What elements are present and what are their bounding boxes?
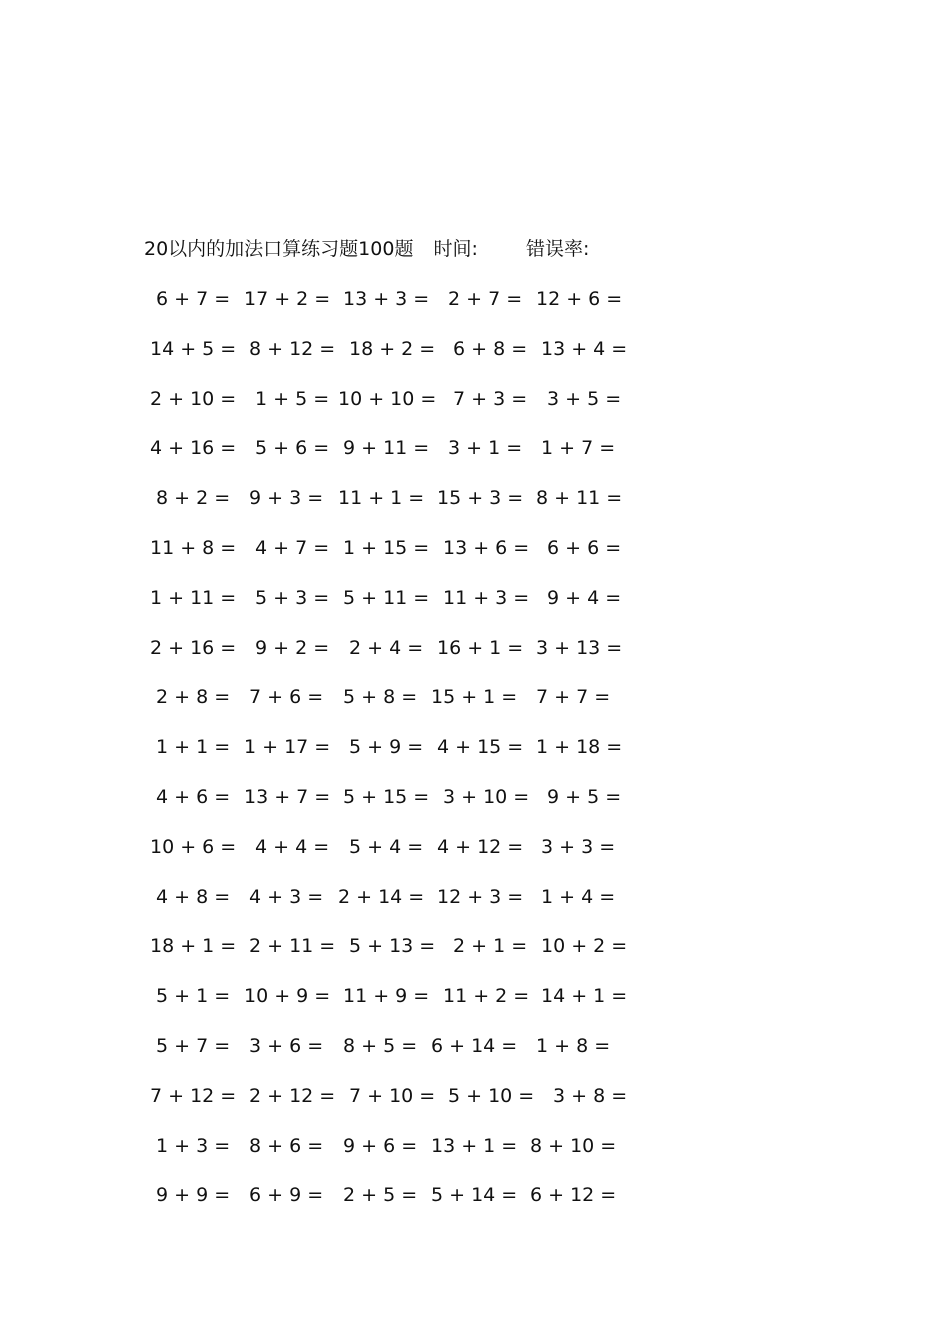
problem-item: 6 + 14 = <box>431 1035 518 1057</box>
problem-item: 10 + 6 = <box>150 835 237 858</box>
problem-item: 17 + 2 = <box>244 288 331 310</box>
problem-item: 6 + 7 = <box>156 288 231 310</box>
problem-item: 9 + 3 = <box>249 487 324 510</box>
problem-item: 5 + 15 = <box>343 786 430 808</box>
problem-item: 9 + 11 = <box>343 437 430 460</box>
problem-row <box>0 932 700 960</box>
problem-item: 7 + 12 = <box>150 1084 237 1107</box>
problem-item: 3 + 5 = <box>547 387 622 410</box>
problem-row <box>0 833 700 861</box>
problem-item: 4 + 15 = <box>437 736 524 759</box>
problem-row <box>0 1032 700 1060</box>
problem-item: 10 + 9 = <box>244 985 331 1008</box>
problem-row <box>0 1082 700 1110</box>
problem-row <box>0 1132 700 1160</box>
problem-item: 5 + 4 = <box>349 835 424 858</box>
problem-item: 2 + 11 = <box>249 935 336 958</box>
problem-item: 3 + 10 = <box>443 786 530 808</box>
problem-item: 11 + 9 = <box>343 985 430 1008</box>
problem-row <box>0 584 700 612</box>
problem-item: 18 + 2 = <box>349 337 436 360</box>
problem-row <box>0 883 700 911</box>
problem-item: 5 + 14 = <box>431 1184 518 1207</box>
problem-item: 3 + 3 = <box>541 835 616 858</box>
problem-item: 5 + 10 = <box>448 1084 535 1107</box>
problem-item: 2 + 8 = <box>156 686 231 709</box>
problem-item: 4 + 6 = <box>156 786 231 808</box>
problem-item: 2 + 4 = <box>349 636 424 659</box>
problem-item: 13 + 4 = <box>541 337 628 360</box>
problem-row <box>0 1181 700 1209</box>
problem-item: 12 + 6 = <box>536 288 623 310</box>
problem-item: 15 + 3 = <box>437 487 524 510</box>
problem-item: 1 + 5 = <box>255 387 330 410</box>
problem-row <box>0 434 700 462</box>
error-rate-label: 错误率: <box>525 238 590 260</box>
problem-item: 2 + 10 = <box>150 387 237 410</box>
problem-item: 5 + 13 = <box>349 935 436 958</box>
problem-item: 7 + 7 = <box>536 686 611 709</box>
problem-item: 11 + 1 = <box>338 487 425 510</box>
problem-row <box>0 783 700 811</box>
problem-item: 3 + 13 = <box>536 636 623 659</box>
problem-item: 5 + 1 = <box>156 985 231 1008</box>
problem-item: 8 + 2 = <box>156 487 231 510</box>
problem-item: 4 + 16 = <box>150 437 237 460</box>
problem-item: 7 + 3 = <box>453 387 528 410</box>
problem-item: 12 + 3 = <box>437 885 524 908</box>
problem-row <box>0 385 700 413</box>
problem-item: 14 + 5 = <box>150 337 237 360</box>
problem-item: 11 + 2 = <box>443 985 530 1008</box>
problem-item: 5 + 9 = <box>349 736 424 759</box>
problem-item: 9 + 2 = <box>255 636 330 659</box>
problem-item: 11 + 3 = <box>443 586 530 609</box>
problem-item: 4 + 4 = <box>255 835 330 858</box>
problem-item: 4 + 12 = <box>437 835 524 858</box>
problem-item: 1 + 17 = <box>244 736 331 759</box>
time-label: 时间: <box>433 238 478 260</box>
problem-item: 13 + 6 = <box>443 537 530 559</box>
problem-item: 1 + 1 = <box>156 736 231 759</box>
problem-item: 3 + 8 = <box>553 1084 628 1107</box>
problem-item: 10 + 10 = <box>338 387 437 410</box>
problem-item: 3 + 1 = <box>448 437 523 460</box>
problem-item: 5 + 6 = <box>255 437 330 460</box>
problem-row <box>0 733 700 761</box>
problem-item: 18 + 1 = <box>150 935 237 958</box>
problem-item: 1 + 4 = <box>541 885 616 908</box>
problem-item: 16 + 1 = <box>437 636 524 659</box>
problem-item: 9 + 9 = <box>156 1184 231 1207</box>
problem-item: 4 + 8 = <box>156 885 231 908</box>
problem-item: 9 + 6 = <box>343 1134 418 1157</box>
problem-item: 2 + 14 = <box>338 885 425 908</box>
problem-row <box>0 335 700 363</box>
problem-item: 7 + 6 = <box>249 686 324 709</box>
problem-item: 1 + 3 = <box>156 1134 231 1157</box>
problem-item: 2 + 7 = <box>448 288 523 310</box>
problem-item: 1 + 11 = <box>150 586 237 609</box>
problem-item: 5 + 7 = <box>156 1035 231 1057</box>
problem-item: 8 + 5 = <box>343 1035 418 1057</box>
problem-item: 8 + 10 = <box>530 1134 617 1157</box>
problem-item: 1 + 15 = <box>343 537 430 559</box>
problem-item: 6 + 8 = <box>453 337 528 360</box>
problem-row <box>0 484 700 512</box>
problem-item: 4 + 3 = <box>249 885 324 908</box>
problem-item: 2 + 1 = <box>453 935 528 958</box>
problem-item: 2 + 12 = <box>249 1084 336 1107</box>
problem-row <box>0 634 700 662</box>
problem-item: 10 + 2 = <box>541 935 628 958</box>
problem-item: 6 + 12 = <box>530 1184 617 1207</box>
problem-item: 5 + 3 = <box>255 586 330 609</box>
worksheet-title: 20以内的加法口算练习题100题 <box>144 238 414 260</box>
problem-item: 3 + 6 = <box>249 1035 324 1057</box>
problem-row <box>0 285 700 313</box>
problem-item: 7 + 10 = <box>349 1084 436 1107</box>
problem-item: 6 + 9 = <box>249 1184 324 1207</box>
problem-item: 13 + 3 = <box>343 288 430 310</box>
problem-item: 9 + 4 = <box>547 586 622 609</box>
worksheet-header <box>144 236 589 262</box>
problem-item: 5 + 8 = <box>343 686 418 709</box>
problem-item: 1 + 18 = <box>536 736 623 759</box>
problem-item: 9 + 5 = <box>547 786 622 808</box>
problem-item: 1 + 8 = <box>536 1035 611 1057</box>
problem-item: 8 + 12 = <box>249 337 336 360</box>
problem-item: 13 + 1 = <box>431 1134 518 1157</box>
problem-row <box>0 982 700 1010</box>
problem-row <box>0 534 700 562</box>
problem-item: 11 + 8 = <box>150 537 237 559</box>
problem-item: 2 + 5 = <box>343 1184 418 1207</box>
problem-item: 5 + 11 = <box>343 586 430 609</box>
problem-row <box>0 683 700 711</box>
problem-item: 8 + 11 = <box>536 487 623 510</box>
problem-item: 8 + 6 = <box>249 1134 324 1157</box>
problem-item: 2 + 16 = <box>150 636 237 659</box>
problem-item: 14 + 1 = <box>541 985 628 1008</box>
problem-item: 6 + 6 = <box>547 537 622 559</box>
problem-item: 4 + 7 = <box>255 537 330 559</box>
problem-item: 15 + 1 = <box>431 686 518 709</box>
problem-item: 13 + 7 = <box>244 786 331 808</box>
problem-item: 1 + 7 = <box>541 437 616 460</box>
